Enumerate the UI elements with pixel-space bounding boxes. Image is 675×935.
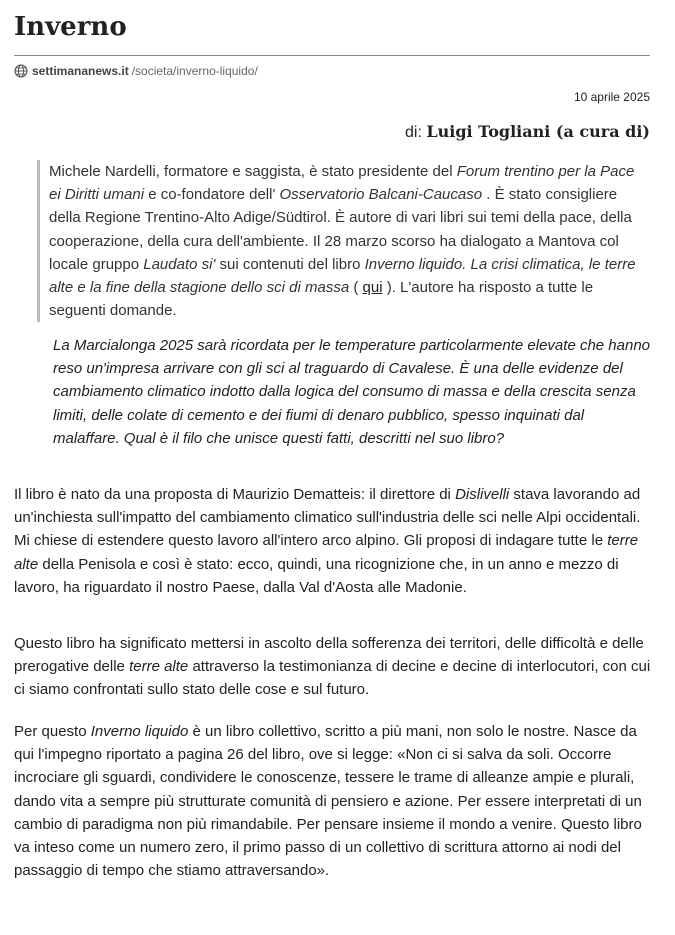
- publish-date: 10 aprile 2025: [573, 90, 650, 104]
- paragraph-text: Questo libro ha significato mettersi in ascolto della sofferenza dei territori, delle difficoltà e delle prerogative delle: [14, 635, 644, 676]
- intro-text: sui contenuti del libro: [215, 255, 365, 273]
- globe-icon: [14, 64, 28, 78]
- source-line: [14, 64, 258, 78]
- intro-text: ). L'autore ha risposto a tutte le seguenti domande.: [49, 279, 594, 320]
- italic-dislivelli: Dislivelli: [455, 486, 510, 503]
- intro-text: e co-fondatore dell': [144, 186, 280, 204]
- paragraph-text: attraverso la testimonianza di decine e decine di interlocutori, con cui ci siamo confrontati sullo stato delle cose e sul futuro.: [14, 658, 651, 699]
- interview-question: La Marcialonga 2025 sarà ricordata per le temperature particolarmente elevate che hanno reso un'impresa arrivare con gli sci al traguardo di Cavalese. È una delle evidenze del cambiamento climatico indotto dalla logica del consumo di massa e della crescita senza limiti, delle colate di cemento e dei fiumi di denaro pubblico, spesso inquinati dal malaffare. Qual è il filo che unisce questi fatti, descritti nel suo libro?: [53, 337, 651, 447]
- intro-blockquote: [37, 160, 649, 322]
- intro-italic-laudato: Laudato si': [143, 255, 216, 273]
- qui-link[interactable]: qui: [362, 279, 383, 297]
- intro-text: Michele Nardelli, formatore e saggista, è stato presidente del: [49, 163, 457, 180]
- italic-inverno-liquido: Inverno liquido: [90, 723, 189, 740]
- intro-text: . È stato consigliere della Regione Trentino-Alto Adige/Südtirol. È autore di vari libri sui temi della pace, della cooperazione, della cura dell'ambiente. Il 28 marzo scorso ha dialogato a Mantova col locale gruppo: [49, 186, 632, 273]
- paragraph-text: stava lavorando ad un'inchiesta sull'impatto del cambiamento climatico sull'industria delle sci nelle Alpi occidentali. Mi chiese di estendere questo lavoro all'intero arco alpino. Gli proposi di indagare tutte le: [14, 486, 641, 550]
- byline: [405, 122, 650, 142]
- source-domain[interactable]: settimananews.it: [32, 64, 129, 78]
- paragraph-text: Il libro è nato da una proposta di Maurizio Dematteis: il direttore di: [14, 486, 456, 503]
- paragraph-text: è un libro collettivo, scritto a più mani, non solo le nostre. Nasce da qui l'impegno riportato a pagina 26 del libro, ove si legge: «Non ci si salva da soli. Occorre incrociare gli sguardi, condividere le conoscenze, tessere le trame di alleanze ampie e plurali, dando vita a sempre più strutturate comunità di pensiero e azione. Per essere interpretati di un cambio di paradigma non più rimandabile. Per pensare insieme il mondo a venire. Questo libro va inteso come un numero zero, il primo passo di un collettivo di scrittura attorno ai nodi del passaggio di tempo che stiamo attraversando».: [14, 723, 642, 880]
- answer-paragraph-1: [14, 483, 654, 599]
- intro-italic-book-title: Inverno liquido. La crisi climatica, le terre alte e la fine della stagione dello sci di massa: [49, 255, 636, 297]
- article-title: Inverno: [14, 12, 127, 42]
- answer-paragraph-3: [14, 720, 654, 882]
- paragraph-text: Per questo: [14, 723, 91, 740]
- italic-terre-alte: terre alte: [129, 658, 189, 676]
- byline-prefix: di:: [405, 124, 422, 141]
- intro-italic-osservatorio: Osservatorio Balcani-Caucaso: [279, 186, 483, 204]
- author-name: Luigi Togliani (a cura di): [426, 122, 650, 141]
- source-path: /societa/inverno-liquido/: [131, 64, 258, 78]
- intro-text: (: [349, 279, 363, 297]
- paragraph-text: della Penisola e così è stato: ecco, quindi, una ricognizione che, in un anno e mezzo di lavoro, ha riguardato il nostro Paese, dalla Val d'Aosta alle Madonie.: [14, 555, 619, 596]
- intro-italic-forum: Forum trentino per la Pace ei Diritti umani: [49, 163, 635, 204]
- answer-paragraph-2: [14, 632, 654, 702]
- italic-terre-alte: terre alte: [14, 532, 639, 573]
- title-divider: [14, 55, 650, 56]
